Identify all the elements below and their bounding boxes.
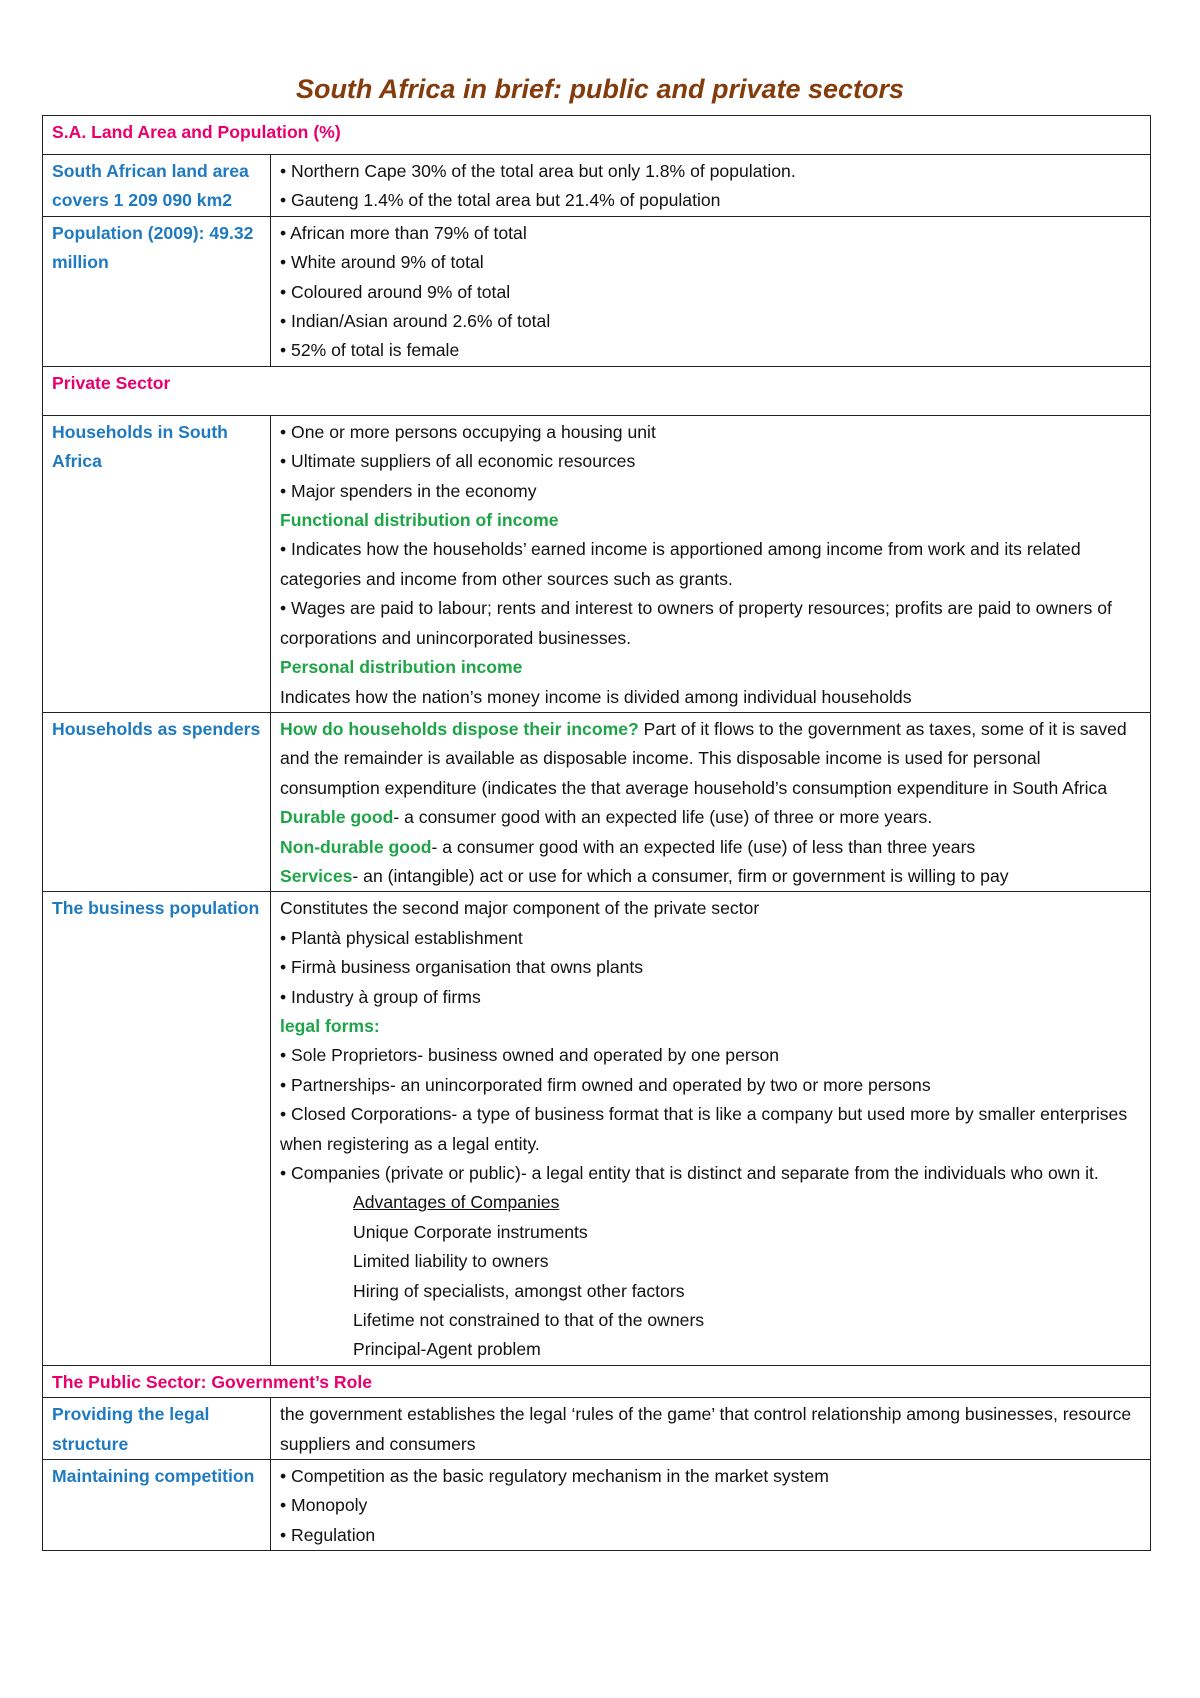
population-label: Population (2009): 49.32 million [43,216,271,366]
population-points [271,216,1151,366]
list-item: • Sole Proprietors- business owned and operated by one person [280,1045,780,1066]
list-item: • Competition as the basic regulatory mechanism in the market system [280,1466,829,1487]
business-label: The business population [43,892,271,1366]
list-item: • African more than 79% of total [280,222,527,243]
list-item: • Monopoly [280,1495,368,1516]
advantage-item: Lifetime not constrained to that of the owners [353,1310,705,1331]
list-item: • Industry à group of firms [280,986,481,1007]
advantages-heading: Advantages of Companies [353,1192,560,1213]
spenders-question-text: Part of it flows to the government as taxes, some of it is saved and the remainder is available as disposable income. This disposable income is used for personal consumption expenditure (indicates the that average household’s consumption expenditure in South Africa [280,718,1127,798]
list-item: • Ultimate suppliers of all economic resources [280,451,636,472]
services-def: - an (intangible) act or use for which a consumer, firm or government is willing to pay [352,865,1009,886]
advantage-item: Hiring of specialists, amongst other factors [353,1280,685,1301]
business-intro: Constitutes the second major component of the private sector [280,898,760,919]
list-item: • Plantà physical establishment [280,927,523,948]
private-header-row [43,366,1151,415]
list-item: • Companies (private or public)- a legal entity that is distinct and separate from the individuals who own it. [280,1163,1099,1183]
spenders-question: How do households dispose their income? [280,718,639,739]
nondurable-definition [280,833,1142,862]
services-definition [280,862,1142,891]
section-header-private: Private Sector [52,372,171,393]
list-item: • Partnerships- an unincorporated firm owned and operated by two or more persons [280,1074,931,1095]
list-item: • Closed Corporations- a type of business format that is like a company but used more by smaller enterprises when registering as a legal entity. [280,1104,1128,1154]
spenders-row [43,712,1151,891]
nondurable-def: - a consumer good with an expected life (use) of less than three years [431,836,976,857]
spenders-paragraph [280,715,1142,803]
durable-term: Durable good [280,807,394,828]
section-header-land: S.A. Land Area and Population (%) [52,122,341,142]
competition-label: Maintaining competition [43,1460,271,1551]
list-item: • Coloured around 9% of total [280,281,511,302]
list-item: • Indicates how the households’ earned income is apportioned among income from work and its related categories and income from other sources such as grants. [280,539,1081,589]
list-item: • Gauteng 1.4% of the total area but 21.4% of population [280,190,721,211]
list-item: • Major spenders in the economy [280,480,537,501]
land-area-label: South African land area covers 1 209 090 km2 [43,155,271,217]
population-row [43,216,1151,366]
document-title: South Africa in brief: public and private sectors [295,74,905,104]
personal-distribution-heading: Personal distribution income [280,657,523,678]
personal-distribution-text: Indicates how the nation’s money income is divided among individual households [280,686,912,707]
households-row [43,415,1151,712]
durable-def: - a consumer good with an expected life (use) of three or more years. [393,807,933,828]
legal-forms-heading: legal forms: [280,1015,380,1036]
nondurable-term: Non-durable good [280,836,432,857]
legal-structure-label: Providing the legal structure [43,1398,271,1460]
list-item: • Firmà business organisation that owns plants [280,957,644,978]
list-item: • Regulation [280,1524,376,1545]
private-header-cell [43,366,1151,415]
advantage-item: Unique Corporate instruments [353,1221,588,1242]
business-row [43,892,1151,1366]
competition-row [43,1460,1151,1551]
households-label: Households in South Africa [43,415,271,712]
land-area-points [271,155,1151,217]
section-header-public: The Public Sector: Government’s Role [52,1371,373,1392]
list-item: • Northern Cape 30% of the total area but only 1.8% of population. [280,161,796,181]
land-header-cell [43,116,1151,155]
list-item: • 52% of total is female [280,340,460,361]
list-item: • White around 9% of total [280,252,484,273]
legal-structure-row [43,1398,1151,1460]
advantage-item: Limited liability to owners [353,1251,549,1272]
spenders-label: Households as spenders [43,712,271,891]
land-area-row [43,155,1151,217]
households-content [271,415,1151,712]
durable-definition [280,803,1142,832]
services-term: Services [280,865,353,886]
public-header-cell [43,1365,1151,1397]
land-header-row [43,116,1151,155]
spenders-content [271,712,1151,891]
advantage-item: Principal-Agent problem [353,1339,541,1360]
business-content [271,892,1151,1366]
public-header-row [43,1365,1151,1397]
list-item: • Wages are paid to labour; rents and interest to owners of property resources; profits are paid to owners of corporations and unincorporated businesses. [280,598,1112,648]
list-item: • Indian/Asian around 2.6% of total [280,311,551,332]
functional-distribution-heading: Functional distribution of income [280,510,559,531]
competition-points [271,1460,1151,1551]
list-item: • One or more persons occupying a housing unit [280,421,656,442]
brief-table [42,115,1151,1551]
legal-structure-text: the government establishes the legal ‘rules of the game’ that control relationship among businesses, resource suppliers and consumers [271,1398,1151,1460]
